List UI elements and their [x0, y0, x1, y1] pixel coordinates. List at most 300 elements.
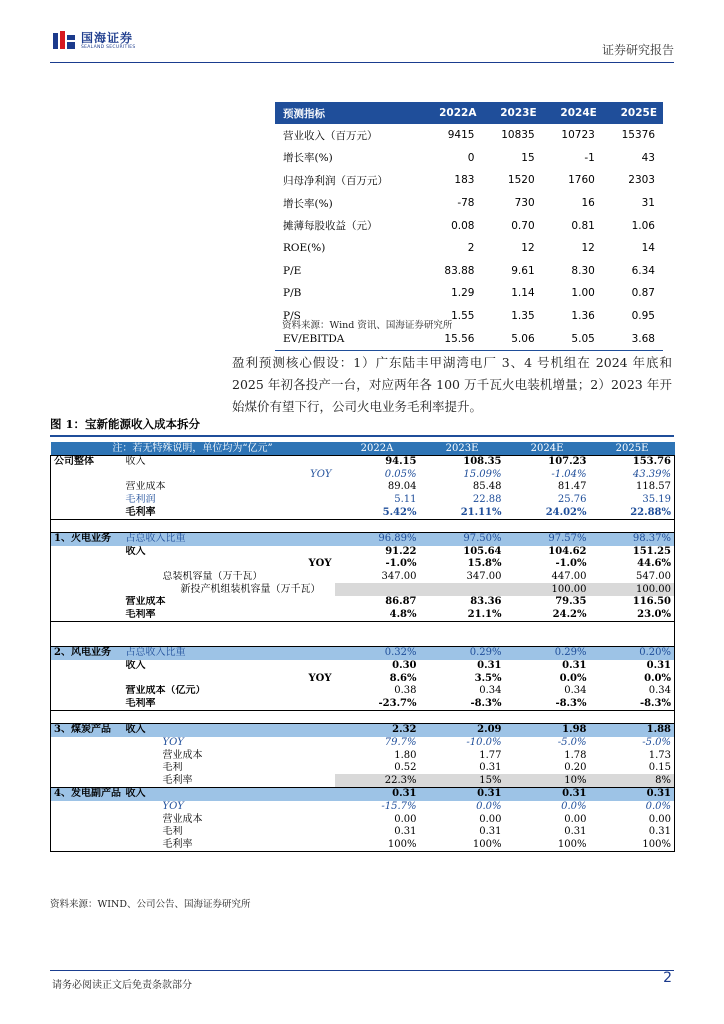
report-type-label: 证券研究报告	[601, 43, 674, 57]
section-label	[51, 596, 123, 609]
item-value: 104.62	[548, 545, 587, 557]
item-value: 0.0%	[590, 801, 675, 814]
header-divider	[50, 62, 674, 63]
forecast-value: 12	[521, 242, 535, 255]
item-value: 100%	[505, 838, 590, 851]
spacer-row	[51, 519, 675, 532]
item-name: 营业成本	[125, 481, 166, 493]
forecast-value: 1.35	[511, 310, 535, 323]
forecast-row	[275, 192, 663, 215]
item-value: -8.3%	[505, 698, 590, 711]
item-value: -8.3%	[590, 698, 675, 711]
forecast-value: 5.05	[543, 327, 603, 350]
item-name: 收入	[125, 660, 146, 672]
item-value: 0.0%	[559, 672, 587, 684]
item-value: -5.0%	[557, 736, 587, 748]
figure-source-note: 资料来源：WIND、公司公告、国海证券研究所	[50, 899, 251, 910]
section-label	[51, 813, 123, 826]
forecast-row	[275, 169, 663, 192]
item-value: 81.47	[557, 481, 587, 493]
item-name: 收入	[125, 545, 146, 557]
item-name: 占总收入比重	[123, 647, 335, 660]
item-value: 96.89%	[335, 532, 420, 545]
item-value: 100%	[335, 838, 420, 851]
item-value: 15.8%	[467, 558, 502, 570]
forecast-value: 31	[641, 197, 655, 210]
forecast-metric-label: 归母净利润（百万元）	[283, 174, 388, 187]
item-value: 0.31	[477, 660, 502, 672]
section-label	[51, 672, 123, 685]
item-value: 151.25	[590, 546, 675, 559]
item-value: 0.31	[420, 788, 505, 801]
forecast-metric-label: P/S	[283, 310, 301, 323]
item-value: 0.0%	[476, 800, 502, 812]
item-value: 0.00	[479, 813, 502, 825]
forecast-value: 15.56	[422, 327, 482, 350]
section-label	[51, 481, 123, 494]
breakdown-row	[51, 685, 675, 698]
year-header: 2023E	[420, 442, 505, 456]
forecast-header-cell: 2024E	[543, 102, 603, 124]
item-value: 79.7%	[384, 736, 417, 748]
spacer-cell	[51, 519, 123, 532]
item-value: 79.35	[555, 596, 587, 608]
item-value: 0.15	[590, 762, 675, 775]
item-value: 98.37%	[590, 532, 675, 545]
item-value: 1.77	[479, 749, 502, 761]
item-value: 24.02%	[505, 506, 590, 519]
forecast-value: 43	[641, 151, 655, 164]
spacer-cell	[123, 622, 335, 635]
item-value: 447.00	[551, 571, 587, 583]
section-label	[51, 494, 123, 507]
forecast-header-cell: 预测指标	[275, 102, 422, 124]
spacer-cell	[335, 622, 420, 635]
item-value: 100.00	[590, 583, 675, 596]
item-value: 0.31	[479, 762, 502, 774]
item-value: 0.31	[590, 826, 675, 839]
forecast-value: 0.81	[571, 219, 595, 232]
item-value: 0.31	[562, 660, 587, 672]
forecast-metric-label: ROE(%)	[283, 242, 326, 255]
item-name: 毛利率	[123, 506, 335, 519]
disclaimer-note: 请务必阅读正文后免责条款部分	[52, 980, 192, 991]
spacer-cell	[420, 622, 505, 635]
breakdown-row	[51, 469, 675, 482]
forecast-row	[275, 260, 663, 283]
spacer-cell	[590, 622, 675, 635]
breakdown-row	[51, 647, 675, 660]
breakdown-row	[51, 558, 675, 571]
spacer-row	[51, 634, 675, 647]
forecast-value: 1.36	[571, 310, 595, 323]
spacer-cell	[335, 519, 420, 532]
revenue-cost-breakdown-table	[50, 442, 675, 852]
footer-divider	[50, 970, 674, 971]
item-value: 347.00	[466, 571, 502, 583]
section-label	[51, 801, 123, 814]
item-value: 107.23	[505, 456, 590, 469]
forecast-row	[275, 124, 663, 147]
item-name: 毛利率	[123, 774, 335, 787]
section-label	[51, 469, 123, 482]
item-name: YOY	[308, 672, 332, 684]
forecast-value: 14	[641, 242, 655, 255]
spacer-cell	[505, 711, 590, 724]
item-name: 毛利率	[123, 838, 335, 851]
breakdown-row	[51, 571, 675, 584]
forecast-value: -78	[457, 197, 475, 210]
item-name: 收入	[123, 788, 335, 801]
forecast-value: 15376	[621, 129, 655, 142]
section-label	[51, 749, 123, 762]
breakdown-row	[51, 660, 675, 673]
item-value: 94.15	[335, 456, 420, 469]
forecast-source-note: 资料来源：Wind 资讯、国海证券研究所	[282, 320, 453, 331]
item-value: 5.11	[394, 494, 417, 506]
item-name: 收入	[123, 724, 335, 737]
item-value: 22.3%	[335, 774, 420, 787]
breakdown-row	[51, 506, 675, 519]
forecast-value: 1.29	[451, 287, 475, 300]
spacer-cell	[335, 711, 420, 724]
item-value: 100%	[420, 838, 505, 851]
item-value: 547.00	[590, 571, 675, 584]
forecast-row	[275, 147, 663, 170]
forecast-metric-label: P/E	[283, 264, 302, 277]
logo-en-text: SEALAND SECURITIES	[81, 44, 136, 50]
item-value: 0.34	[479, 685, 502, 697]
section-label	[51, 838, 123, 851]
item-value: -15.7%	[381, 800, 417, 812]
section-label	[51, 558, 123, 571]
forecast-value: 0.70	[511, 219, 535, 232]
forecast-value: 2	[467, 242, 475, 255]
spacer-cell	[420, 634, 505, 647]
breakdown-row	[51, 494, 675, 507]
section-label	[51, 698, 123, 711]
item-value: 44.6%	[590, 558, 675, 571]
company-logo	[53, 30, 136, 52]
spacer-cell	[51, 634, 123, 647]
item-value: 105.64	[463, 545, 502, 557]
section-label	[51, 826, 123, 839]
section-label: 3、煤炭产品	[51, 724, 123, 737]
spacer-cell	[51, 622, 123, 635]
breakdown-row	[51, 481, 675, 494]
forecast-value: 10723	[561, 129, 595, 142]
item-value: 1.98	[505, 724, 590, 737]
item-name: 毛利率	[123, 609, 335, 622]
forecast-row	[275, 237, 663, 260]
page-number: 2	[663, 970, 672, 986]
breakdown-row	[51, 762, 675, 775]
forecast-metric-label: 营业收入（百万元）	[283, 129, 378, 142]
spacer-cell	[590, 519, 675, 532]
item-value: 0.20%	[590, 647, 675, 660]
item-value: -1.0%	[555, 558, 587, 570]
forecast-value: 183	[454, 174, 475, 187]
forecast-value: 1760	[568, 174, 595, 187]
item-value: 22.88	[472, 494, 502, 506]
section-label	[51, 583, 123, 596]
forecast-header-cell: 2023E	[482, 102, 542, 124]
forecast-value: 1520	[507, 174, 535, 187]
forecast-assumptions-paragraph: 盈利预测核心假设：1）广东陆丰甲湖湾电厂 3、4 号机组在 2024 年底和 2025 年初各投产一台，对应两年各 100 万千瓦火电装机增量；2）2023 年开始煤价有望下行，公司火电业务毛利率提升。	[232, 355, 672, 414]
forecast-value: 1.00	[571, 287, 595, 300]
item-value: 118.57	[590, 481, 675, 494]
item-value: 0.31	[505, 788, 590, 801]
item-value: 35.19	[590, 494, 675, 507]
item-value: -23.7%	[335, 698, 420, 711]
breakdown-row	[51, 583, 675, 596]
breakdown-row	[51, 456, 675, 469]
spacer-cell	[335, 634, 420, 647]
spacer-cell	[590, 634, 675, 647]
item-value: 0.05%	[384, 468, 417, 480]
section-label	[51, 660, 123, 673]
item-value: 1.80	[394, 749, 417, 761]
item-value: 8%	[590, 774, 675, 787]
forecast-value: 83.88	[444, 264, 475, 277]
forecast-metric-label: 增长率(%)	[283, 197, 333, 210]
spacer-cell	[123, 634, 335, 647]
forecast-header-cell: 2022A	[422, 102, 482, 124]
figure-title: 图 1：宝新能源收入成本拆分	[50, 417, 201, 431]
forecast-value: 9415	[447, 129, 475, 142]
breakdown-row	[51, 801, 675, 814]
forecast-value: 0	[467, 151, 475, 164]
item-value: 0.00	[590, 813, 675, 826]
item-value: 347.00	[381, 571, 417, 583]
item-value: 3.5%	[474, 672, 502, 684]
forecast-value: 730	[514, 197, 535, 210]
item-value: 86.87	[385, 596, 417, 608]
forecast-value: 0.08	[451, 219, 475, 232]
item-name: 新投产机组装机容量（万千瓦）	[180, 583, 321, 595]
forecast-value: 6.34	[631, 264, 655, 277]
item-value: 0.30	[392, 660, 417, 672]
forecast-value: 0.87	[631, 287, 655, 300]
section-label	[51, 737, 123, 750]
breakdown-row	[51, 774, 675, 787]
section-label	[51, 609, 123, 622]
forecast-metric-label: 增长率(%)	[283, 152, 333, 165]
breakdown-row	[51, 596, 675, 609]
spacer-cell	[590, 711, 675, 724]
item-value: 2.09	[420, 724, 505, 737]
section-label: 1、火电业务	[51, 532, 123, 545]
item-value: 1.88	[590, 724, 675, 737]
section-label	[51, 571, 123, 584]
item-name: 毛利	[162, 826, 183, 838]
item-value: 43.39%	[590, 469, 675, 482]
item-value: 0.31	[394, 826, 417, 838]
item-value: 0.00	[564, 813, 587, 825]
item-name: 占总收入比重	[123, 532, 335, 545]
forecast-row	[275, 282, 663, 305]
item-name: YOY	[308, 558, 332, 570]
item-value: 21.1%	[420, 609, 505, 622]
year-header: 2022A	[335, 442, 420, 456]
forecast-metric-label: 摊薄每股收益（元）	[283, 220, 378, 233]
item-name: 总装机容量（万千瓦）	[162, 571, 263, 583]
forecast-value: 5.06	[482, 327, 542, 350]
spacer-cell	[505, 622, 590, 635]
spacer-cell	[123, 519, 335, 532]
section-label: 4、发电副产品	[51, 788, 123, 801]
forecast-value: 16	[581, 197, 595, 210]
spacer-cell	[420, 519, 505, 532]
section-label	[51, 774, 123, 787]
breakdown-row	[51, 737, 675, 750]
item-value: 153.76	[590, 456, 675, 469]
spacer-cell	[505, 519, 590, 532]
section-label	[51, 546, 123, 559]
breakdown-row	[51, 609, 675, 622]
item-value: 0.20	[564, 762, 587, 774]
breakdown-row	[51, 838, 675, 851]
figure-title-divider	[50, 435, 674, 437]
forecast-value: 1.06	[631, 219, 655, 232]
item-value: 25.76	[557, 494, 587, 506]
item-value: 100%	[590, 838, 675, 851]
item-name: 收入	[123, 456, 335, 469]
item-value: 108.35	[420, 456, 505, 469]
item-value: 0.00	[394, 813, 417, 825]
item-value: 23.0%	[590, 609, 675, 622]
section-label: 2、风电业务	[51, 647, 123, 660]
breakdown-row	[51, 826, 675, 839]
forecast-value: 1.14	[511, 287, 535, 300]
spacer-cell	[123, 711, 335, 724]
item-value: 5.42%	[335, 506, 420, 519]
item-value: 83.36	[470, 596, 502, 608]
logo-mark	[53, 31, 75, 51]
breakdown-row	[51, 698, 675, 711]
section-label: 公司整体	[51, 456, 123, 469]
forecast-header-cell: 2025E	[603, 102, 663, 124]
breakdown-row	[51, 672, 675, 685]
item-name: 毛利	[162, 762, 183, 774]
year-header: 2024E	[505, 442, 590, 456]
item-value: 15%	[420, 774, 505, 787]
forecast-value: 2303	[628, 174, 655, 187]
item-value: 0.31	[590, 788, 675, 801]
spacer-cell	[51, 711, 123, 724]
forecast-value: 10835	[501, 129, 535, 142]
item-value	[420, 583, 505, 596]
item-value: 116.50	[590, 596, 675, 609]
item-name: 毛利润	[125, 494, 156, 506]
item-name: 毛利率	[123, 698, 335, 711]
item-value: 2.32	[335, 724, 420, 737]
item-value: -5.0%	[590, 737, 675, 750]
forecast-value: 15	[521, 151, 535, 164]
item-name: 营业成本	[162, 749, 203, 761]
spacer-row	[51, 711, 675, 724]
breakdown-row	[51, 813, 675, 826]
item-name: 营业成本	[162, 813, 203, 825]
item-value: -1.04%	[551, 468, 587, 480]
forecast-table	[275, 102, 663, 351]
item-value: 0.0%	[561, 800, 587, 812]
item-value: 97.57%	[505, 532, 590, 545]
item-value	[335, 583, 420, 596]
item-value: -10.0%	[466, 736, 502, 748]
item-value: 0.32%	[335, 647, 420, 660]
item-value: -8.3%	[420, 698, 505, 711]
item-value: 0.34	[564, 685, 587, 697]
item-value: 1.73	[590, 749, 675, 762]
unit-note: 注：若无特殊说明，单位均为“亿元”	[51, 442, 335, 456]
item-name: 营业成本	[125, 596, 166, 608]
item-name: YOY	[162, 800, 184, 812]
item-value: 22.88%	[590, 506, 675, 519]
forecast-value: 9.61	[511, 264, 535, 277]
breakdown-table-body	[51, 442, 675, 852]
item-value: 4.8%	[335, 609, 420, 622]
forecast-metric-label: EV/EBITDA	[275, 327, 422, 350]
breakdown-row	[51, 546, 675, 559]
item-value: 100.00	[505, 583, 590, 596]
item-value: 0.0%	[590, 672, 675, 685]
item-value: -1.0%	[385, 558, 417, 570]
item-value: 85.48	[472, 481, 502, 493]
spacer-cell	[505, 634, 590, 647]
forecast-value: 3.68	[603, 327, 663, 350]
item-value: 0.34	[590, 685, 675, 698]
item-value: 0.31	[479, 826, 502, 838]
item-value: 0.38	[394, 685, 417, 697]
breakdown-row	[51, 532, 675, 545]
item-value: 15.09%	[463, 468, 502, 480]
forecast-row	[275, 214, 663, 237]
forecast-metric-label: P/B	[283, 287, 302, 300]
item-value: 97.50%	[420, 532, 505, 545]
year-header: 2025E	[590, 442, 675, 456]
forecast-value: 0.95	[631, 310, 655, 323]
item-value: 10%	[505, 774, 590, 787]
item-name: YOY	[310, 468, 332, 480]
spacer-row	[51, 622, 675, 635]
item-value: 0.29%	[505, 647, 590, 660]
breakdown-header-row	[51, 442, 675, 456]
spacer-cell	[420, 711, 505, 724]
item-name: 营业成本（亿元）	[125, 685, 206, 697]
item-value: 8.6%	[389, 672, 417, 684]
breakdown-row	[51, 749, 675, 762]
forecast-value: 8.30	[571, 264, 595, 277]
breakdown-row	[51, 724, 675, 737]
forecast-value: -1	[584, 151, 595, 164]
section-label	[51, 506, 123, 519]
item-value: 0.31	[564, 826, 587, 838]
item-name: YOY	[162, 736, 184, 748]
forecast-value: 1.55	[451, 310, 475, 323]
section-label	[51, 762, 123, 775]
item-value: 21.11%	[420, 506, 505, 519]
forecast-header-row	[275, 102, 663, 124]
item-value: 0.31	[335, 788, 420, 801]
logo-cn-text: 国海证券	[81, 30, 134, 45]
section-label	[51, 685, 123, 698]
item-value: 0.29%	[420, 647, 505, 660]
item-value: 0.31	[590, 660, 675, 673]
item-value: 24.2%	[505, 609, 590, 622]
item-value: 91.22	[385, 545, 417, 557]
forecast-value: 12	[581, 242, 595, 255]
